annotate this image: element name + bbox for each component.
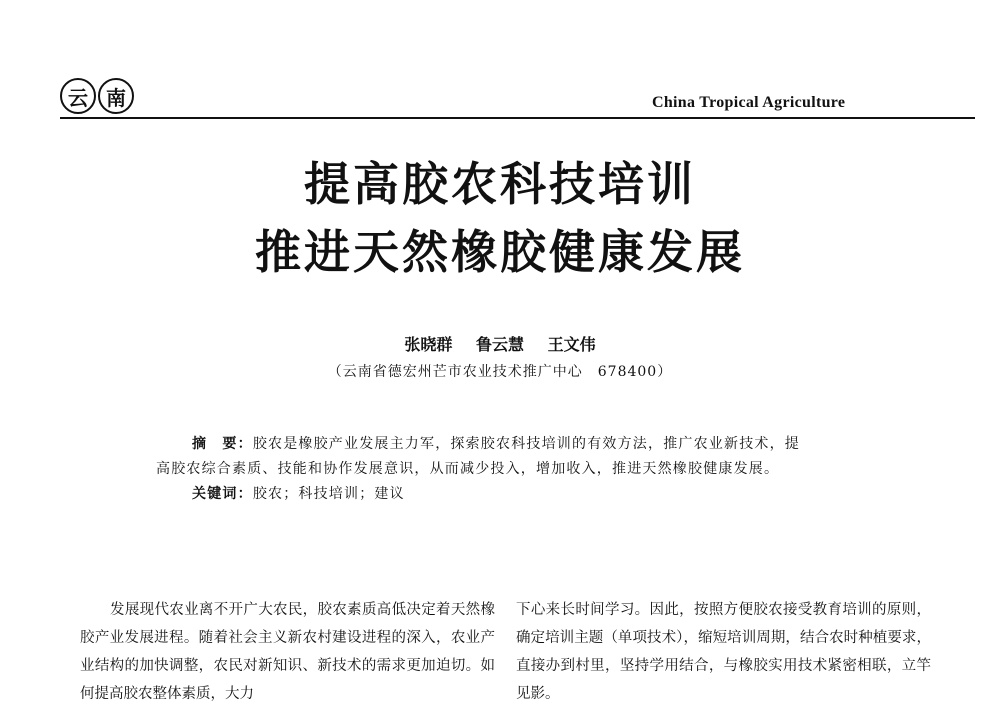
region-badge bbox=[60, 78, 134, 114]
author-2: 鲁云慧 bbox=[475, 335, 524, 354]
title-line-2: 推进天然橡胶健康发展 bbox=[255, 225, 745, 279]
abstract-paragraph bbox=[156, 432, 806, 482]
author-3: 王文伟 bbox=[547, 335, 596, 354]
keywords-line bbox=[156, 482, 806, 507]
abstract-label: 摘 要： bbox=[192, 436, 253, 452]
author-1: 张晓群 bbox=[404, 335, 453, 354]
keywords-label: 关键词： bbox=[192, 486, 253, 502]
journal-name: China Tropical Agriculture bbox=[652, 94, 846, 111]
badge-char-nan: 南 bbox=[98, 78, 134, 114]
author-list bbox=[0, 332, 1000, 355]
affiliation: （云南省德宏州芒市农业技术推广中心 678400） bbox=[327, 364, 673, 380]
title-line-1: 提高胶农科技培训 bbox=[304, 157, 696, 211]
keywords-text: 胶农；科技培训；建议 bbox=[252, 486, 405, 502]
body-left-column: 发展现代农业离不开广大农民，胶农素质高低决定着天然橡胶产业发展进程。随着社会主义新农村建设进程的深入，农业产业结构的加快调整，农民对新知识、新技术的需求更加迫切。如何提高胶农整体素质，大力 bbox=[80, 602, 495, 702]
article-title bbox=[0, 150, 1000, 286]
body-right-column: 下心来长时间学习。因此，按照方便胶农接受教育培训的原则，确定培训主题（单项技术），缩短培训周期，结合农时种植要求，直接办到村里，坚持学用结合，与橡胶实用技术紧密相联，立竿见影。 bbox=[516, 602, 931, 702]
badge-char-yun: 云 bbox=[60, 78, 96, 114]
header-rule bbox=[60, 117, 975, 119]
abstract-text: 胶农是橡胶产业发展主力军，探索胶农科技培训的有效方法，推广农业新技术，提高胶农综合素质、技能和协作发展意识，从而减少投入，增加收入，推进天然橡胶健康发展。 bbox=[156, 436, 801, 477]
abstract bbox=[156, 432, 806, 507]
